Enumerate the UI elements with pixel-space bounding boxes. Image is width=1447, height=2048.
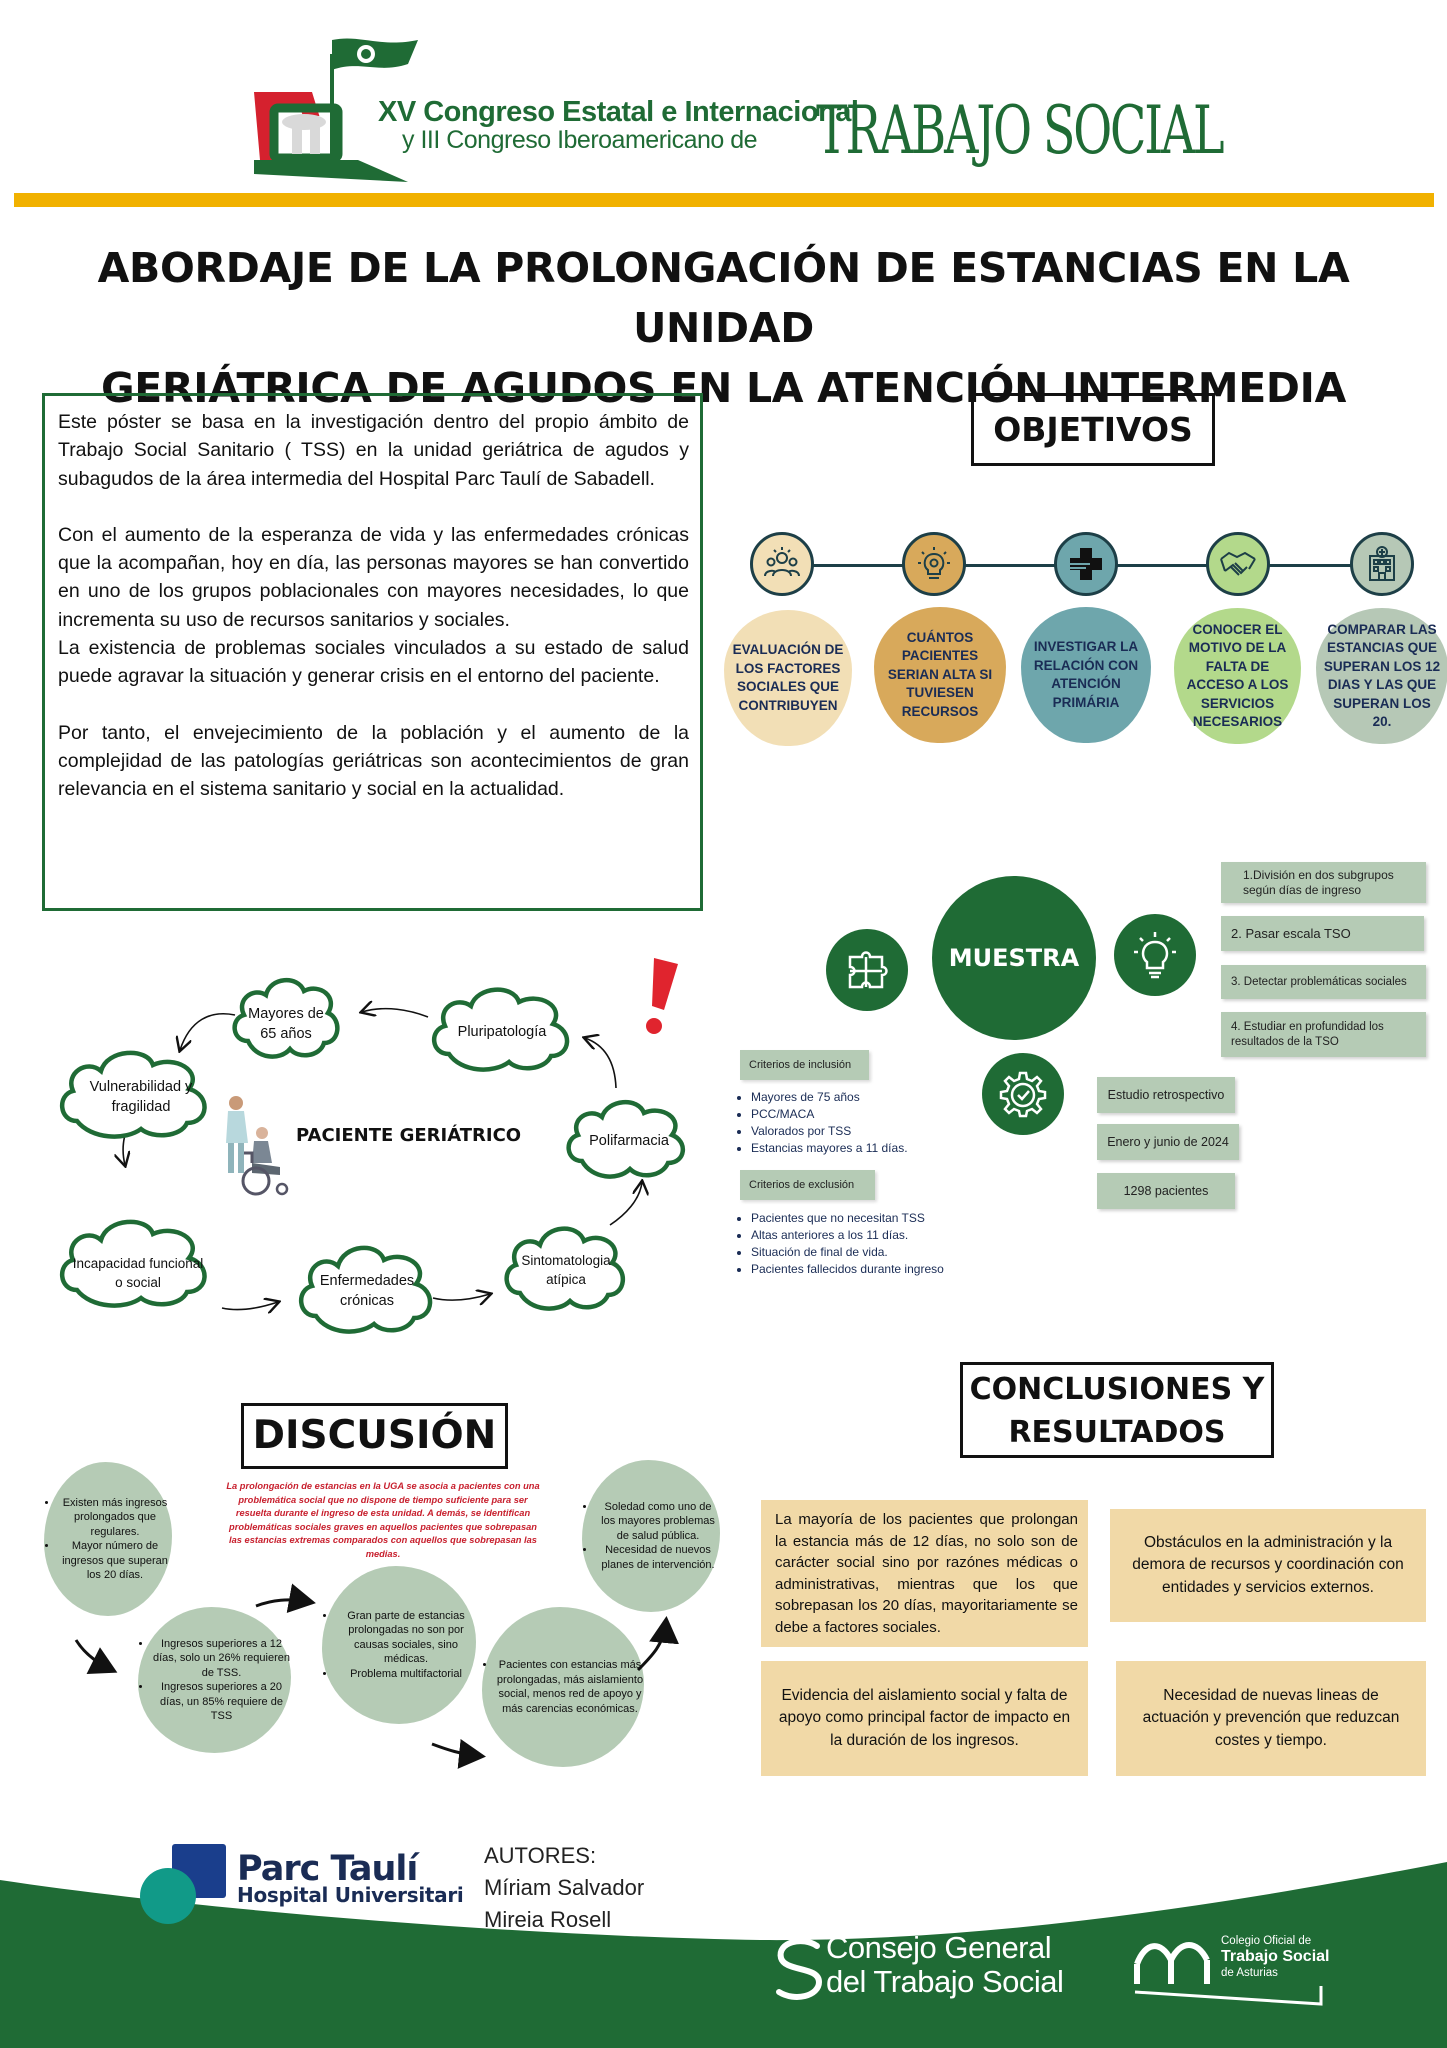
objective-label: INVESTIGAR LA RELACIÓN CON ATENCIÓN PRIMÁRIA: [1033, 639, 1139, 710]
people-icon: [762, 544, 802, 584]
intro-paragraph: Por tanto, el envejecimiento de la población y el aumento de la complejidad de las patologías geriátricas son acontecimientos de gran relevancia en el sistema sanitario y social en la actualidad.: [58, 721, 689, 801]
consejo-general-name: Consejo General del Trabajo Social: [826, 1930, 1064, 1999]
conclusion-card: Necesidad de nuevas lineas de actuación y prevención que reduzcan costes y tiempo.: [1116, 1661, 1426, 1776]
muestra-step: 3. Detectar problemáticas sociales: [1221, 965, 1426, 999]
objective-card: [1174, 608, 1301, 744]
list-item: • PCC/MACA: [751, 1106, 956, 1123]
list-item: • Mayores de 75 años: [751, 1089, 956, 1106]
poster-title-line1: ABORDAJE DE LA PROLONGACIÓN DE ESTANCIAS EN LA UNIDAD: [97, 244, 1350, 352]
objective-card: [874, 607, 1006, 743]
author-name: Míriam Salvador: [484, 1875, 645, 1900]
poster-title-line2: GERIÁTRICA DE AGUDOS EN LA ATENCIÓN INTERMEDIA: [100, 364, 1347, 412]
parc-tauli-logo-icon: [138, 1844, 230, 1926]
objective-label: CUÁNTOS PACIENTES SERIAN ALTA SI TUVIESEN RECURSOS: [887, 629, 993, 719]
hospital-icon: [1362, 544, 1402, 584]
cloud-label: Incapacidad funcional o social: [72, 1256, 204, 1290]
puzzle-icon: [842, 945, 892, 995]
list-item: • Soledad como uno de los mayores problemas de salud pública.: [596, 1500, 720, 1544]
lightbulb-icon: [1132, 930, 1178, 980]
objective-label: COMPARAR LAS ESTANCIAS QUE SUPERAN LOS 12 DIAS Y LAS QUE SUPERAN LOS 20.: [1323, 621, 1441, 729]
header-divider: [14, 193, 1434, 207]
exclamation-icon: [634, 956, 684, 1038]
list-item: • Valorados por TSS: [751, 1123, 956, 1140]
muestra-step: 2. Pasar escala TSO: [1221, 916, 1424, 951]
list-item: • Existen más ingresos prolongados que regulares.: [58, 1496, 172, 1540]
cloud-label: Mayores de 65 años: [248, 1006, 324, 1042]
muestra-step: 4. Estudiar en profundidad los resultados de la TSO: [1221, 1012, 1426, 1057]
authors-block: [484, 1840, 644, 1936]
list-item: • Mayor número de ingresos que superan los 20 días.: [58, 1539, 172, 1583]
muestra-step: 1.División en dos subgrupos según días de ingreso: [1221, 862, 1426, 903]
study-type-box: Estudio retrospectivo: [1097, 1077, 1235, 1113]
lightbulb-gear-icon: [914, 544, 954, 584]
hospital-name: Parc Taulí: [237, 1849, 418, 1889]
medical-cross-icon: [1064, 542, 1108, 586]
list-item: • Pacientes con estancias más prolongadas, más aislamiento social, menos red de apoyo y más carencias económicas.: [496, 1658, 644, 1716]
authors-label: AUTORES:: [484, 1843, 597, 1868]
hospital-subtitle: Hospital Universitari: [237, 1883, 464, 1907]
list-item: • Situación de final de vida.: [751, 1244, 976, 1261]
study-period-box: Enero y junio de 2024: [1097, 1124, 1239, 1160]
exclusion-criteria-list: [736, 1210, 976, 1278]
list-item: • Necesidad de nuevos planes de intervención.: [596, 1543, 720, 1572]
poster-title: [40, 238, 1407, 418]
objective-card: [1316, 608, 1447, 744]
consejo-general-logo-icon: [773, 1936, 829, 2004]
intro-paragraph: Este póster se basa en la investigación dentro del propio ámbito de Trabajo Social Sanitario ( TSS) en la unidad geriátrica de agudos y subagudos de la área intermedia del Hospital Parc Taulí de Sabadell.: [58, 411, 689, 490]
conclusions-title: CONCLUSIONES Y RESULTADOS: [960, 1362, 1274, 1458]
muestra-icon-circle: [826, 929, 908, 1011]
muestra-icon-circle: [1114, 914, 1196, 996]
objective-card: [724, 610, 852, 746]
muestra-circle: MUESTRA: [932, 876, 1096, 1040]
objective-label: CONOCER EL MOTIVO DE LA FALTA DE ACCESO A LOS SERVICIOS NECESARIOS: [1186, 621, 1289, 729]
discussion-arrows: [60, 1560, 680, 1780]
discussion-note: La prolongación de estancias en la UGA se asocia a pacientes con una problemática social que no dispone de tiempo suficiente para ser resuelta durante el ingreso de esta unidad. A demás, se identifican problemáticas sociales graves en aquellos pacientes que sobrepasan las estancias extremas comparados con aquellos que sobrepasan las medias.: [226, 1481, 540, 1559]
list-item: • Altas anteriores a los 11 días.: [751, 1227, 976, 1244]
patient-center-label: PACIENTE GERIÁTRICO: [296, 1125, 522, 1146]
conclusion-card: Obstáculos en la administración y la demora de recursos y coordinación con entidades y servicios externos.: [1110, 1509, 1426, 1622]
cloud-label: Enfermedades crónicas: [319, 1273, 415, 1309]
list-item: • Pacientes que no necesitan TSS: [751, 1210, 976, 1227]
objective-icon-circle: [1350, 532, 1414, 596]
objective-icon-circle: [750, 532, 814, 596]
congress-title-line1: XV Congreso Estatal e Internacional: [378, 96, 859, 128]
intro-box: [42, 393, 703, 911]
cloud-label: Vulnerabilidad y fragilidad: [89, 1079, 193, 1115]
objective-icon-circle: [902, 532, 966, 596]
cloud-label: Sintomatologia atípica: [521, 1253, 611, 1287]
intro-paragraph: Con el aumento de la esperanza de vida y las enfermedades crónicas que la acompañan, hoy en día, las personas mayores se han convertido en uno de los grupos poblacionales con mayores necesidades, lo que incrementa su uso de recursos sanitarios y sociales.: [58, 523, 689, 631]
congress-title-line2: y III Congreso Iberoamericano de: [402, 126, 758, 154]
author-name: Mireia Rosell: [484, 1907, 612, 1932]
objective-icon-circle: [1206, 532, 1270, 596]
exclusion-criteria-label: Criterios de exclusión: [740, 1170, 875, 1200]
objective-label: EVALUACIÓN DE LOS FACTORES SOCIALES QUE CONTRIBUYEN: [732, 642, 844, 713]
study-sample-box: 1298 pacientes: [1097, 1173, 1235, 1209]
list-item: • Ingresos superiores a 20 días, un 85% requiere de TSS: [152, 1680, 291, 1724]
objectives-title: OBJETIVOS: [971, 393, 1215, 466]
conclusion-card: Evidencia del aislamiento social y falta de apoyo como principal factor de impacto en la duración de los ingresos.: [761, 1661, 1088, 1776]
congress-brand: TRABAJO SOCIAL: [816, 92, 1223, 169]
inclusion-criteria-label: Criterios de inclusión: [740, 1050, 869, 1080]
list-item: • Ingresos superiores a 12 días, solo un 26% requieren de TSS.: [152, 1637, 291, 1681]
list-item: • Pacientes fallecidos durante ingreso: [751, 1261, 976, 1278]
list-item: • Gran parte de estancias prolongadas no son por causas sociales, sino médicas.: [336, 1609, 476, 1667]
list-item: • Problema multifactorial: [336, 1667, 476, 1682]
cloud-label: Polifarmacia: [589, 1133, 669, 1149]
muestra-icon-circle: [982, 1053, 1064, 1135]
discussion-title: DISCUSIÓN: [241, 1403, 508, 1469]
cloud-label: Pluripatología: [457, 1024, 547, 1040]
colegio-oficial-name: Colegio Oficial de Trabajo Social de Asturias: [1221, 1935, 1330, 1979]
intro-paragraph: La existencia de problemas sociales vinculados a su estado de salud puede agravar la situación y generar crisis en el entorno del paciente.: [58, 637, 689, 688]
objective-icon-circle: [1054, 532, 1118, 596]
objective-card: [1021, 607, 1151, 743]
handshake-icon: [1217, 543, 1259, 585]
elderly-patient-illustration: [218, 1093, 298, 1197]
inclusion-criteria-list: [736, 1089, 956, 1157]
list-item: • Estancias mayores a 11 días.: [751, 1140, 956, 1157]
gear-check-icon: [998, 1069, 1048, 1119]
conclusion-card: La mayoría de los pacientes que prolongan la estancia más de 12 días, no solo son de carácter social sino por razónes médicas o administrativas, mientras que los que sobrepasan los 20 días, mayoritariamente se debe a factores sociales.: [761, 1500, 1088, 1647]
